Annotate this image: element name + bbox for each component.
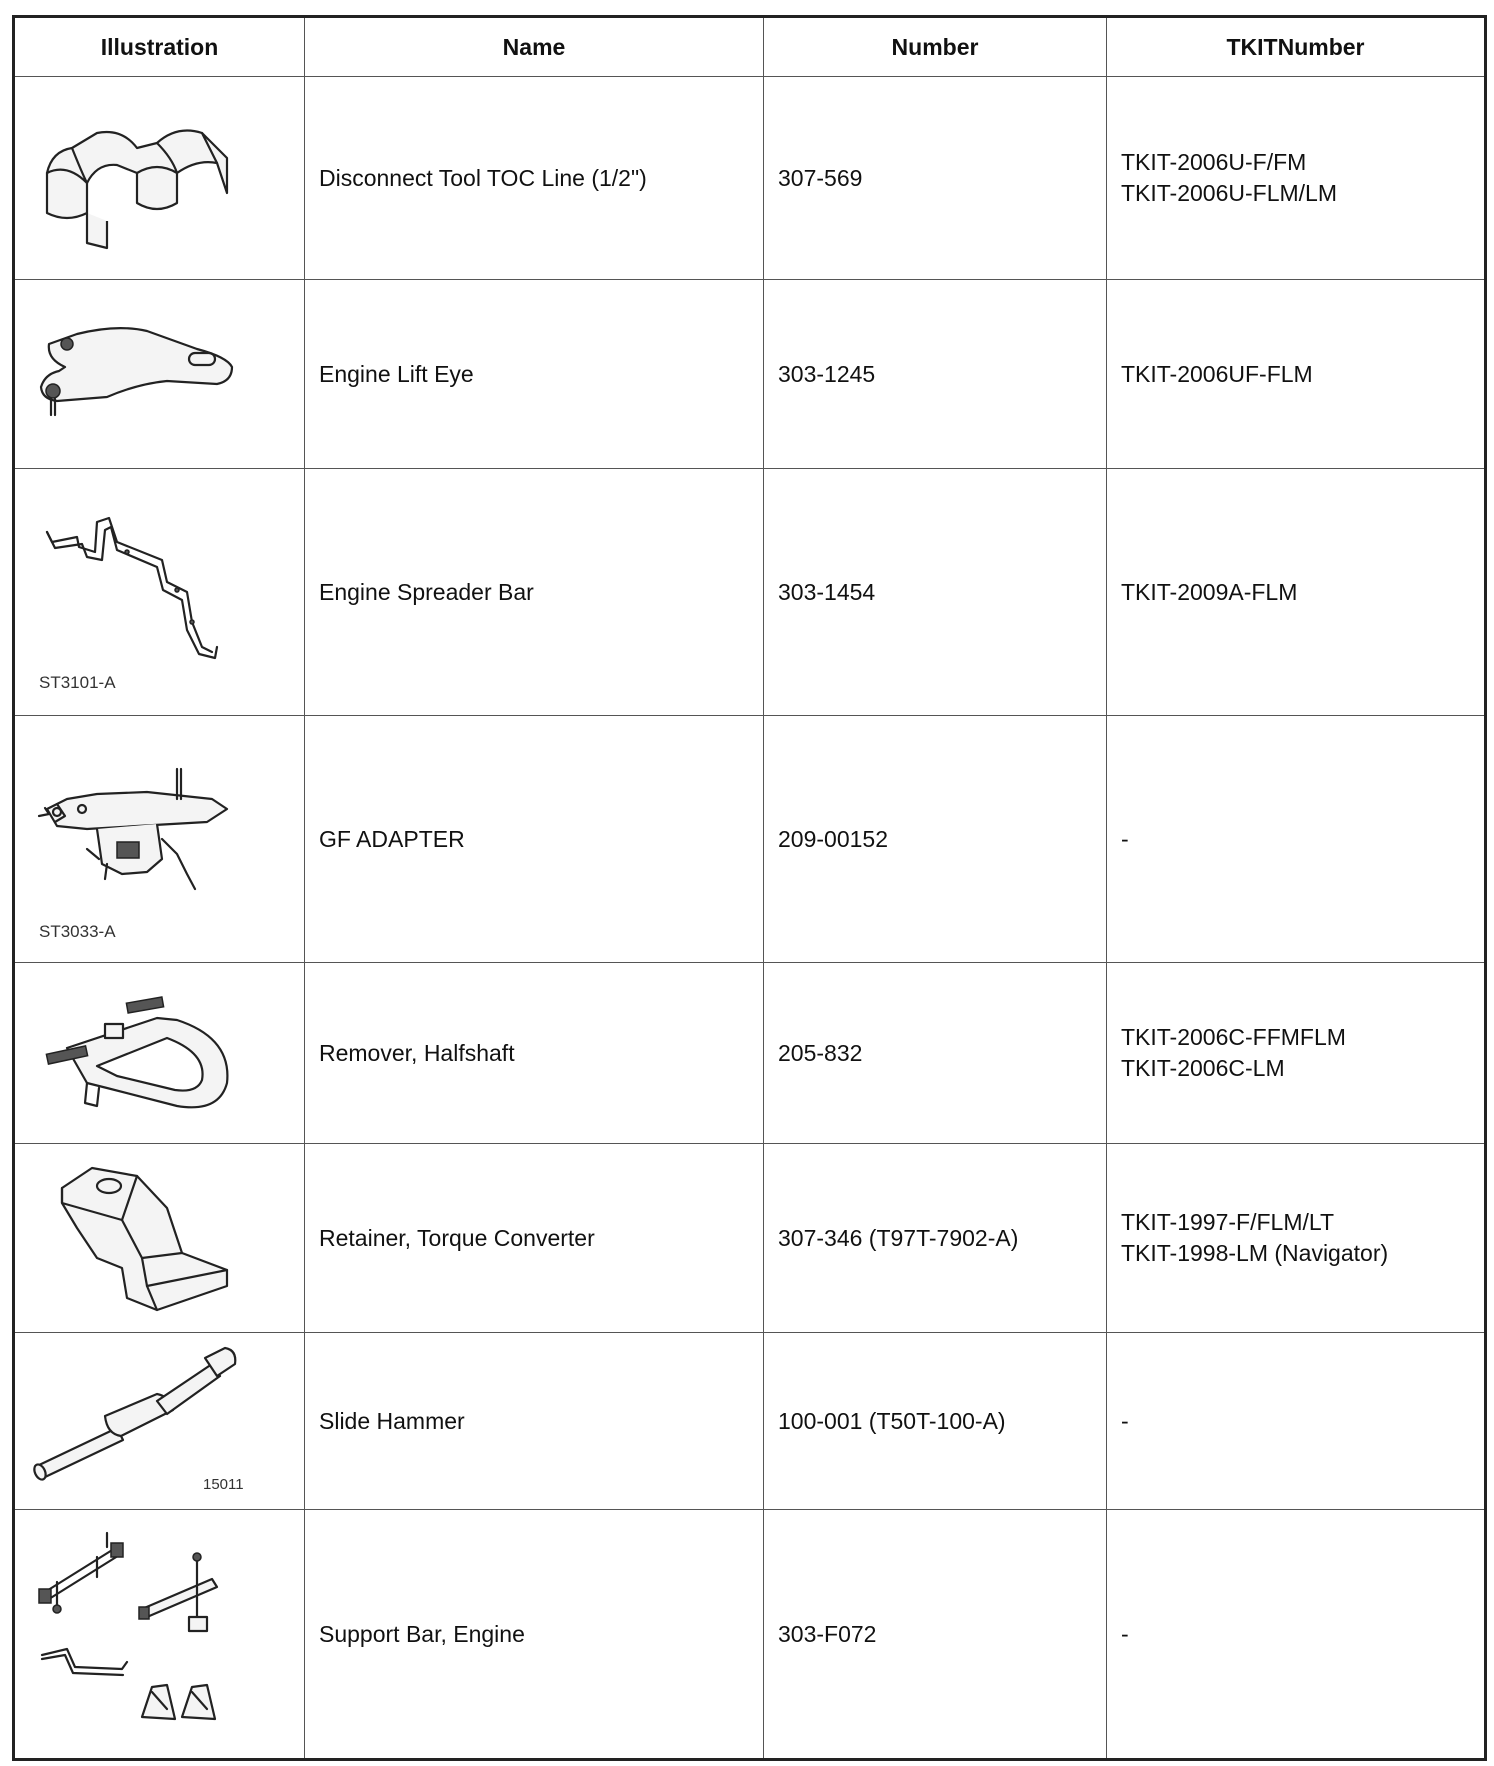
tkit-line: TKIT-2006C-FFMFLM (1121, 1024, 1346, 1050)
illustration-code: 15011 (203, 1476, 244, 1493)
tkit-line: TKIT-2006UF-FLM (1121, 360, 1313, 387)
tool-name: Support Bar, Engine (305, 1510, 764, 1760)
tkit-number (1107, 963, 1486, 1144)
header-name: Name (305, 17, 764, 77)
table-row (14, 77, 1486, 280)
tkit-line: TKIT-1997-F/FLM/LT (1121, 1209, 1335, 1235)
tool-name: Disconnect Tool TOC Line (1/2") (305, 77, 764, 280)
table-row (14, 1510, 1486, 1760)
tkit-line: TKIT-2006U-FLM/LM (1121, 180, 1337, 206)
illustration-cell (14, 963, 305, 1144)
tool-name: Retainer, Torque Converter (305, 1144, 764, 1333)
torque-converter-retainer-icon (27, 1158, 247, 1318)
tool-name: Engine Spreader Bar (305, 469, 764, 716)
illustration-cell (14, 280, 305, 469)
gf-adapter-icon (27, 764, 247, 914)
tkit-line: - (1121, 1407, 1129, 1434)
engine-lift-eye-icon (27, 319, 247, 429)
tool-number: 209-00152 (764, 716, 1107, 963)
header-illustration: Illustration (14, 17, 305, 77)
tkit-line: TKIT-1998-LM (Navigator) (1121, 1240, 1389, 1266)
illustration-code: ST3033-A (39, 922, 116, 941)
tkit-line: TKIT-2006U-F/FM (1121, 149, 1307, 175)
tkit-number (1107, 77, 1486, 280)
tool-name: Slide Hammer (305, 1333, 764, 1510)
tkit-number (1107, 716, 1486, 963)
table-row (14, 1144, 1486, 1333)
tkit-line: - (1121, 825, 1129, 852)
tool-number: 307-569 (764, 77, 1107, 280)
tool-number: 100-001 (T50T-100-A) (764, 1333, 1107, 1510)
disconnect-tool-icon (27, 103, 247, 253)
tool-number: 303-F072 (764, 1510, 1107, 1760)
tool-number: 303-1245 (764, 280, 1107, 469)
tkit-number (1107, 469, 1486, 716)
illustration-cell (14, 1333, 305, 1510)
slide-hammer-icon (27, 1346, 247, 1496)
tkit-line: TKIT-2009A-FLM (1121, 578, 1298, 605)
tkit-line: TKIT-2006C-LM (1121, 1055, 1285, 1081)
engine-support-bar-icon (27, 1527, 247, 1742)
spreader-bar-icon (27, 512, 247, 672)
special-tools-table (12, 15, 1487, 1761)
tkit-number (1107, 280, 1486, 469)
table-row (14, 1333, 1486, 1510)
illustration-cell (14, 469, 305, 716)
tool-name: GF ADAPTER (305, 716, 764, 963)
illustration-cell (14, 77, 305, 280)
tool-number: 303-1454 (764, 469, 1107, 716)
tkit-number (1107, 1333, 1486, 1510)
header-number: Number (764, 17, 1107, 77)
table-row (14, 469, 1486, 716)
tool-number: 307-346 (T97T-7902-A) (764, 1144, 1107, 1333)
illustration-cell (14, 1510, 305, 1760)
tool-name: Engine Lift Eye (305, 280, 764, 469)
table-row (14, 963, 1486, 1144)
tkit-number (1107, 1510, 1486, 1760)
illustration-cell (14, 1144, 305, 1333)
table-row (14, 716, 1486, 963)
illustration-cell (14, 716, 305, 963)
table-row (14, 280, 1486, 469)
tkit-number (1107, 1144, 1486, 1333)
tool-name: Remover, Halfshaft (305, 963, 764, 1144)
tkit-line: - (1121, 1620, 1129, 1647)
halfshaft-remover-icon (27, 988, 247, 1118)
illustration-code: ST3101-A (39, 673, 116, 692)
tool-number: 205-832 (764, 963, 1107, 1144)
table-header-row (14, 17, 1486, 77)
header-tkit-number: TKITNumber (1107, 17, 1486, 77)
